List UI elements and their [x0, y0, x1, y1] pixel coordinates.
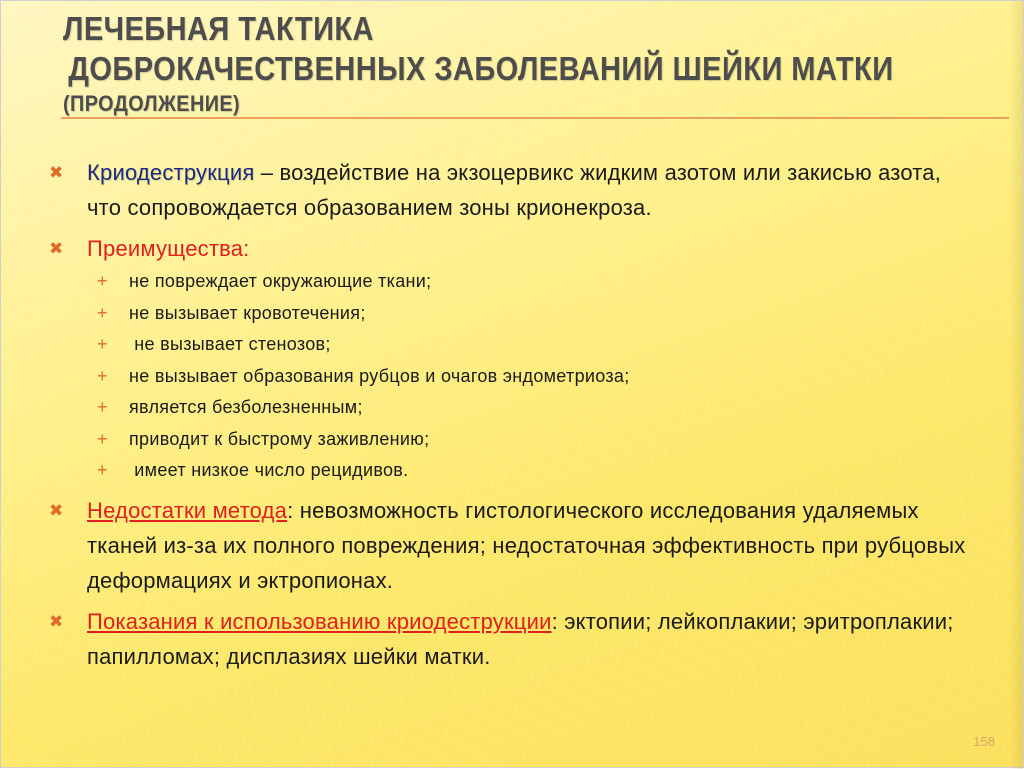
list-item	[49, 424, 969, 456]
plus-icon: +	[97, 397, 108, 417]
page-number: 158	[973, 734, 995, 749]
list-item	[49, 361, 969, 393]
list-item	[49, 298, 969, 330]
disadvantages-heading: Недостатки метода	[87, 497, 288, 523]
advantage-text: является безболезненным;	[129, 397, 363, 417]
list-item	[49, 455, 969, 487]
indications-heading: Показания к использованию криодеструкции	[87, 608, 552, 634]
title-line-3: (ПРОДОЛЖЕНИЕ)	[63, 91, 241, 116]
title-line-2: ДОБРОКАЧЕСТВЕННЫХ ЗАБОЛЕВАНИЙ ШЕЙКИ МАТКИ	[68, 50, 894, 87]
advantage-text: не вызывает кровотечения;	[129, 302, 366, 323]
advantages-heading: Преимущества:	[87, 236, 250, 261]
advantage-text: не вызывает стенозов;	[129, 334, 331, 354]
title-divider	[61, 117, 1009, 119]
cryo-term: Криодеструкция	[87, 160, 255, 185]
bullet-advantages	[49, 231, 969, 266]
x-mark-icon: ✖	[49, 500, 64, 520]
plus-icon: +	[97, 428, 108, 449]
x-mark-icon: ✖	[49, 163, 64, 182]
advantages-list	[49, 266, 969, 487]
list-item	[49, 392, 969, 424]
bullet-disadvantages	[49, 493, 969, 598]
disadvantages-text: : невозможность гистологического исследования удаляемых тканей из-за их полного повреждения; недостаточная эффективность при рубцовых деформациях и эктропионах.	[87, 497, 966, 593]
plus-icon: +	[97, 271, 108, 291]
slide-edge-shadow	[1009, 1, 1023, 769]
bullet-indications	[49, 604, 969, 674]
bullet-cryodestruction	[49, 155, 969, 225]
plus-icon: +	[97, 365, 108, 386]
slide-content	[49, 155, 969, 674]
plus-icon: +	[97, 302, 108, 323]
advantage-text: не вызывает образования рубцов и очагов эндометриоза;	[129, 365, 630, 386]
cryo-description: – воздействие на экзоцервикс жидким азотом или закисью азота, что сопровождается образованием зоны крионекроза.	[87, 160, 942, 220]
plus-icon: +	[97, 460, 108, 480]
advantage-text: имеет низкое число рецидивов.	[129, 460, 409, 480]
slide-title	[63, 9, 993, 119]
list-item	[49, 329, 969, 361]
advantage-text: приводит к быстрому заживлению;	[129, 428, 430, 449]
plus-icon: +	[97, 334, 108, 354]
advantage-text: не повреждает окружающие ткани;	[129, 271, 432, 291]
x-mark-icon: ✖	[49, 239, 64, 258]
indications-text: : эктопии; лейкоплакии; эритроплакии; папилломах; дисплазиях шейки матки.	[87, 608, 954, 669]
title-line-1: ЛЕЧЕБНАЯ ТАКТИКА	[63, 10, 374, 47]
x-mark-icon: ✖	[49, 611, 64, 631]
list-item	[49, 266, 969, 298]
